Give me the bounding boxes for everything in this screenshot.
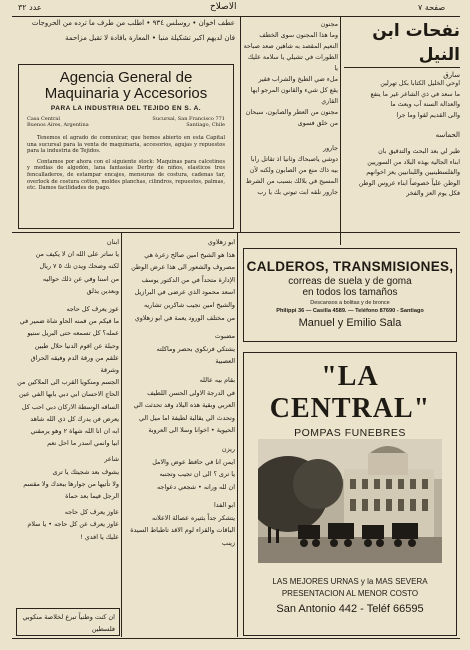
text-line: الحيوية • اخوانا وسلا الى العروبة (148, 426, 235, 435)
text-line: اوحي الخليل الكتابا بكل تهرلين (380, 80, 460, 87)
address-line: Casa Central (27, 116, 60, 122)
column-label: ابو الفدا (214, 501, 235, 510)
central-line2: PRESENTACION AL MENOR COSTO (281, 589, 419, 598)
column-rule (340, 17, 341, 245)
text-line: هذا هو الشيخ امين صالح زعرة هي (144, 250, 235, 259)
text-line: الإدارة متحداً في من الدكتور يوسف (141, 275, 235, 284)
note-line: عطف اخوان • روسلس ٩٣٤ • اطلب من طرف ما ترده من الحروجات (31, 19, 235, 27)
text-line: يشوف بعد شجيتك يا ترى (52, 467, 119, 476)
text-line: يا ساتر على الله ان لا يكيف من (35, 250, 119, 259)
text-line: وبعدين يذلق (86, 286, 119, 295)
text-line: ملء ضي الطبخ والشراب فقير (258, 76, 338, 83)
text-line: ايمن انا في حافظ عوض والامل (152, 457, 235, 466)
ad-left-address (27, 116, 89, 128)
text-line: ان لله ورانه • شجعي دعواجه (156, 482, 235, 491)
calderos-small: Descansos a bolitas y de bronce (310, 300, 390, 306)
text-line: النعيم المقصد به شاهين صعد صباحة (243, 43, 338, 50)
text-line: ما فيكم من فمنه الحاو شاة ضمير في (19, 317, 119, 326)
magazine-title: الاصلاح (210, 2, 237, 12)
text-line: وحبلة عن اقوم الدنيا حلال طبين (34, 341, 119, 350)
ad-subtitle: PARA LA INDUSTRIA DEL TEJIDO EN S. A. (50, 105, 202, 112)
text-line: والى القديم لقوا وما جرا (396, 111, 460, 119)
text-line: والعدالة السنة آب وبعث ما (390, 101, 460, 108)
ad-paragraph-2: Contamos por ahora con el siguiente stock: Maquinas para calcetines y medias de algodón, lana fantasías Derby de niños, elasticos tres fencalladeros, de estampar encajes, mensuras de costura, cadenas tar, overlock de costura cotton, moldes planchas, cilindros, repuestos, palmas, etc. Damos facilidades de pago. (27, 158, 225, 192)
calderos-line1: correas de suela y de goma (288, 276, 412, 287)
column-label: ابو زهلاوي (207, 238, 235, 246)
column-label: مضبوت (214, 332, 235, 341)
calderos-address: Philippi 36 — Casilla 4589. — Teléfono 87690 - Santiago (276, 308, 424, 314)
text-line: وتحدث الي يقالبة لطيفة اما ميل الي (138, 413, 235, 422)
ad-maquinaria (18, 64, 234, 229)
column-label: ريزن (221, 444, 235, 453)
text-line: المسيح في بلالك بسبب من الشرط (245, 178, 338, 185)
funeral-home-photo (258, 439, 442, 563)
text-line: عاوز يعرف عن كل حاجه • يا سلام (27, 520, 119, 529)
text-line: الجسم ومنكويا القرب الى الملاكين من (17, 378, 119, 387)
text-line: الرجل فيما بعد حماة (65, 492, 119, 501)
text-line: لكنه وضحك ويدن تك ٥ ٧ ريال (39, 262, 119, 271)
text-line: الوطن علياً خصوصاً ابناء عروس الوطن (358, 179, 460, 187)
text-line: يشتكي فرنكوي بحصر وماكلته (156, 344, 235, 353)
text-line: يتشكر جداً بثتيره عصالة الاعلانه (151, 513, 235, 522)
text-line: الساقه الوسطة الاركان دبي احب كل (21, 402, 119, 411)
left-column (16, 236, 119, 616)
text-line: عمله؟ كل تسمعه حتى البريل سنيو (27, 329, 119, 338)
middle-top-column (243, 19, 338, 234)
ad-la-central (243, 352, 457, 636)
address-line: Santiago, Chile (186, 122, 225, 128)
ad-addresses (19, 116, 233, 128)
notice-text: ان كنت وطنياً تبرع لخلاصة منكوبي فلسطين (22, 613, 115, 633)
column-label: مجنون (320, 21, 338, 28)
top-notes (20, 19, 235, 43)
address-line: Sucursal, San Francisco 771 (152, 116, 225, 122)
ibn-nil-title: نفحات ابن النيل (344, 19, 460, 68)
note-line: فان لديهم اكبر تشكيلة منبا • المعارة بافادة لا تقبل مزاحمة (65, 34, 235, 42)
calderos-title: CALDEROS, TRANSMISIONES, (246, 259, 454, 274)
section-label: الحماسه (435, 131, 460, 139)
text-line: ابيا وانمي اسدر ما احل نعم (47, 439, 119, 448)
text-line: الطورات في تشيلي يا سلامة عليك يا (247, 54, 338, 72)
ad-title-line2: Maquinaria y Accesorios (44, 85, 208, 102)
ad-paragraph-1: Tenemos el agrado de comunicar, que hemos abierto en esta Capital una sucursal para la venta de maquinaria, accesorios, agujas y repuestos para la industria de Tejidos. (27, 135, 225, 155)
section-rule (12, 232, 460, 233)
text-line: يعرض فن يدرك كل ذي الله شاهد (30, 414, 119, 423)
text-line: يا ترى ؟ الى ان تجيب وتجنبه (159, 470, 235, 479)
text-line: من اسنا وفي عن ذلك حواليه (42, 274, 119, 283)
text-line: وما هذا المجنون سوى الخطف (259, 32, 338, 39)
central-title: "LA CENTRAL" (269, 361, 431, 424)
text-line: من مختلف الورود يعمة في ابو زهلاوي (134, 313, 235, 322)
issue-label: عدد ٣٢ (18, 3, 42, 12)
text-line: دوشي ياصبحاك وثانيا اذ تقاتل رابا (250, 156, 338, 163)
bottom-rule (12, 638, 460, 639)
text-line: علقم من ورقة الدم وفيقه الحراق وشرقة (30, 353, 119, 375)
column-label: شاعر (104, 455, 119, 464)
section-label: سارق (443, 71, 460, 79)
text-line: والشيخ امين نجيب شاكرين تشاريه (143, 300, 235, 309)
text-line: مصروف والشعور الى هذا عرض الوطن (131, 263, 235, 272)
column-label: عاوز يعرف كل حاجه (64, 508, 119, 517)
central-subtitle: POMPAS FUNEBRES (294, 427, 406, 439)
calderos-line2: en todos los tamaños (302, 287, 398, 298)
text-line: ابناء الجالية بهذه البلاد من السوريين (367, 158, 460, 166)
text-line: العصبية (215, 357, 235, 366)
text-line: جارور نلقه ابت تيوني بك يا رب (257, 189, 338, 196)
ad-calderos (243, 248, 457, 342)
text-line: الباقات والقزاء لوم الاقد تاطباط السيدة (130, 526, 235, 535)
section-body (344, 79, 460, 121)
text-line: بيه ذاك منع من الصابون ولكنه لأن (249, 167, 338, 174)
ad-title-line1: Agencia General de (59, 69, 193, 86)
address-line: Buenos Aires, Argentina (27, 122, 89, 128)
central-address: San Antonio 442 - Teléf 66595 (276, 603, 424, 615)
calderos-owners: Manuel y Emilio Sala (298, 317, 402, 329)
text-line: زينب (221, 539, 235, 548)
text-line: والفلسطينيين واللبنانيين يعز اخوانهم (366, 169, 460, 176)
text-line: ولا تأتيها من جوارها ببعدك ولا مقسم (23, 479, 119, 488)
text-line: ما سعد في ذي الشاعر غير ما ينفع (370, 90, 460, 98)
column-label: عوز يعرف كل حاجه (66, 305, 119, 314)
page-label: صفحة ٧ (418, 3, 446, 12)
column-rule (240, 17, 241, 232)
text-line: اسعد محمود الذي عرضى في البرازيل (134, 288, 235, 297)
text-line: مجنون من العطر والصابون، سبحان (245, 109, 338, 116)
header-rule (12, 16, 460, 17)
building-illustration (258, 439, 442, 563)
column-rule (121, 232, 122, 637)
palestine-notice (16, 608, 120, 636)
text-line: يقع كل شيء والقانون المرجو ايها القاري (250, 87, 338, 105)
column-label: بقام بيه عالله (199, 375, 235, 384)
column-label: ابنان (106, 238, 119, 246)
text-line: من خلق فسوى (297, 120, 338, 127)
central-line1: LAS MEJORES URNAS y la MAS SEVERA (272, 577, 428, 586)
middle-lower-column (124, 236, 235, 636)
text-line: ابه ان انا الله شهاة ٢ وهو يرمقني (30, 427, 119, 436)
text-line: العربي وبقية هذه البلاد وقد تحدثت الي (133, 401, 235, 410)
text-line: عليك يا افدي ! (80, 532, 119, 541)
text-line: في الدرجة الاولى الحسن اللطيف (147, 388, 235, 397)
column-label: جارور (323, 145, 338, 152)
text-line: الحاج الاحسان ابي دبي بابها الفي عين (19, 390, 119, 399)
text-line: طير لي بعد البحث والتدقيق بان (378, 148, 460, 155)
ibn-nil-section (344, 19, 460, 234)
page-header (0, 0, 470, 16)
ad-right-address (152, 116, 225, 128)
section-body (344, 147, 460, 200)
text-line: فكل يوم العز والفخر (406, 190, 460, 197)
column-rule (237, 232, 238, 637)
